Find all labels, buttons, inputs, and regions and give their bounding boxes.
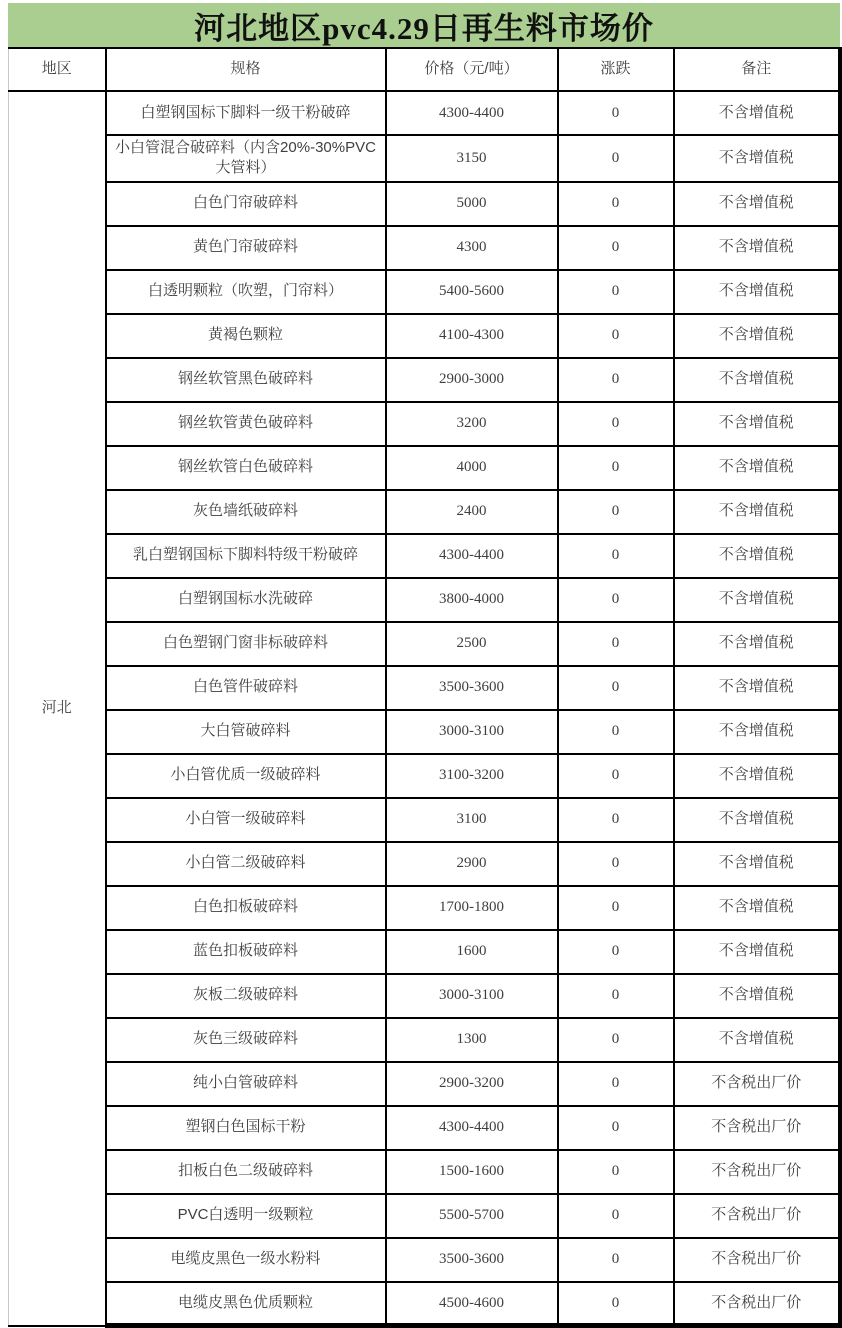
change-cell: 0 bbox=[558, 1238, 674, 1282]
table-row bbox=[9, 710, 841, 754]
table-row bbox=[9, 314, 841, 358]
price-cell: 3100-3200 bbox=[386, 754, 558, 798]
table-row bbox=[9, 534, 841, 578]
change-cell: 0 bbox=[558, 1018, 674, 1062]
note-cell: 不含增值税 bbox=[674, 226, 841, 270]
note-cell: 不含增值税 bbox=[674, 91, 841, 135]
header-price: 价格（元/吨） bbox=[386, 48, 558, 91]
note-cell: 不含增值税 bbox=[674, 622, 841, 666]
price-cell: 4100-4300 bbox=[386, 314, 558, 358]
table-row bbox=[9, 578, 841, 622]
table-row bbox=[9, 490, 841, 534]
note-cell: 不含增值税 bbox=[674, 1018, 841, 1062]
price-cell: 3100 bbox=[386, 798, 558, 842]
change-cell: 0 bbox=[558, 1062, 674, 1106]
note-cell: 不含税出厂价 bbox=[674, 1106, 841, 1150]
sheet-title: 河北地区pvc4.29日再生料市场价 bbox=[8, 3, 840, 47]
change-cell: 0 bbox=[558, 135, 674, 182]
table-row bbox=[9, 666, 841, 710]
note-cell: 不含增值税 bbox=[674, 534, 841, 578]
table-row bbox=[9, 974, 841, 1018]
price-cell: 3500-3600 bbox=[386, 1238, 558, 1282]
change-cell: 0 bbox=[558, 666, 674, 710]
table-row bbox=[9, 1062, 841, 1106]
note-cell: 不含增值税 bbox=[674, 578, 841, 622]
price-cell: 1600 bbox=[386, 930, 558, 974]
price-table bbox=[8, 47, 842, 1328]
table-row bbox=[9, 930, 841, 974]
change-cell: 0 bbox=[558, 314, 674, 358]
spec-cell: 电缆皮黑色一级水粉料 bbox=[106, 1238, 386, 1282]
change-cell: 0 bbox=[558, 710, 674, 754]
change-cell: 0 bbox=[558, 798, 674, 842]
change-cell: 0 bbox=[558, 842, 674, 886]
price-cell: 1300 bbox=[386, 1018, 558, 1062]
table-row bbox=[9, 1018, 841, 1062]
header-row bbox=[9, 48, 841, 91]
table-row bbox=[9, 446, 841, 490]
note-cell: 不含增值税 bbox=[674, 798, 841, 842]
table-row bbox=[9, 358, 841, 402]
table-row bbox=[9, 622, 841, 666]
price-cell: 4500-4600 bbox=[386, 1282, 558, 1326]
table-row bbox=[9, 270, 841, 314]
table-row bbox=[9, 91, 841, 135]
price-cell: 3000-3100 bbox=[386, 974, 558, 1018]
spec-cell: 大白管破碎料 bbox=[106, 710, 386, 754]
price-cell: 4300 bbox=[386, 226, 558, 270]
table-body bbox=[9, 91, 841, 1326]
table-row bbox=[9, 1106, 841, 1150]
spec-cell: 灰板二级破碎料 bbox=[106, 974, 386, 1018]
spec-cell: 小白管优质一级破碎料 bbox=[106, 754, 386, 798]
price-cell: 3800-4000 bbox=[386, 578, 558, 622]
note-cell: 不含税出厂价 bbox=[674, 1150, 841, 1194]
table-row bbox=[9, 798, 841, 842]
note-cell: 不含增值税 bbox=[674, 314, 841, 358]
spec-cell: 灰色三级破碎料 bbox=[106, 1018, 386, 1062]
spec-cell: 白色门帘破碎料 bbox=[106, 182, 386, 226]
region-cell: 河北 bbox=[9, 91, 106, 1326]
change-cell: 0 bbox=[558, 446, 674, 490]
change-cell: 0 bbox=[558, 1282, 674, 1326]
change-cell: 0 bbox=[558, 754, 674, 798]
change-cell: 0 bbox=[558, 974, 674, 1018]
change-cell: 0 bbox=[558, 358, 674, 402]
note-cell: 不含增值税 bbox=[674, 754, 841, 798]
note-cell: 不含增值税 bbox=[674, 710, 841, 754]
spec-cell: 白色扣板破碎料 bbox=[106, 886, 386, 930]
spec-cell: 小白管混合破碎料（内含20%-30%PVC大管料） bbox=[106, 135, 386, 182]
note-cell: 不含增值税 bbox=[674, 490, 841, 534]
header-region: 地区 bbox=[9, 48, 106, 91]
note-cell: 不含增值税 bbox=[674, 974, 841, 1018]
spec-cell: 白塑钢国标水洗破碎 bbox=[106, 578, 386, 622]
change-cell: 0 bbox=[558, 1194, 674, 1238]
price-cell: 2900 bbox=[386, 842, 558, 886]
change-cell: 0 bbox=[558, 534, 674, 578]
price-cell: 5000 bbox=[386, 182, 558, 226]
price-cell: 2400 bbox=[386, 490, 558, 534]
change-cell: 0 bbox=[558, 402, 674, 446]
change-cell: 0 bbox=[558, 490, 674, 534]
note-cell: 不含增值税 bbox=[674, 842, 841, 886]
change-cell: 0 bbox=[558, 1106, 674, 1150]
spec-cell: 白色塑钢门窗非标破碎料 bbox=[106, 622, 386, 666]
spec-cell: 扣板白色二级破碎料 bbox=[106, 1150, 386, 1194]
spec-cell: 白色管件破碎料 bbox=[106, 666, 386, 710]
table-row bbox=[9, 182, 841, 226]
note-cell: 不含增值税 bbox=[674, 402, 841, 446]
note-cell: 不含税出厂价 bbox=[674, 1194, 841, 1238]
price-cell: 4300-4400 bbox=[386, 91, 558, 135]
spec-cell: 电缆皮黑色优质颗粒 bbox=[106, 1282, 386, 1326]
price-cell: 5500-5700 bbox=[386, 1194, 558, 1238]
spec-cell: PVC白透明一级颗粒 bbox=[106, 1194, 386, 1238]
spec-cell: 钢丝软管白色破碎料 bbox=[106, 446, 386, 490]
price-cell: 3150 bbox=[386, 135, 558, 182]
change-cell: 0 bbox=[558, 930, 674, 974]
note-cell: 不含增值税 bbox=[674, 358, 841, 402]
spec-cell: 小白管二级破碎料 bbox=[106, 842, 386, 886]
note-cell: 不含增值税 bbox=[674, 182, 841, 226]
spec-cell: 小白管一级破碎料 bbox=[106, 798, 386, 842]
price-cell: 5400-5600 bbox=[386, 270, 558, 314]
price-cell: 2500 bbox=[386, 622, 558, 666]
table-row bbox=[9, 1150, 841, 1194]
table-row bbox=[9, 1238, 841, 1282]
table-row bbox=[9, 226, 841, 270]
change-cell: 0 bbox=[558, 226, 674, 270]
table-row bbox=[9, 135, 841, 182]
note-cell: 不含增值税 bbox=[674, 270, 841, 314]
price-cell: 1500-1600 bbox=[386, 1150, 558, 1194]
note-cell: 不含税出厂价 bbox=[674, 1238, 841, 1282]
spec-cell: 钢丝软管黄色破碎料 bbox=[106, 402, 386, 446]
table-row bbox=[9, 1282, 841, 1326]
table-row bbox=[9, 842, 841, 886]
note-cell: 不含增值税 bbox=[674, 666, 841, 710]
header-note: 备注 bbox=[674, 48, 841, 91]
spec-cell: 纯小白管破碎料 bbox=[106, 1062, 386, 1106]
spec-cell: 白透明颗粒（吹塑，门帘料） bbox=[106, 270, 386, 314]
change-cell: 0 bbox=[558, 91, 674, 135]
price-cell: 4300-4400 bbox=[386, 1106, 558, 1150]
price-cell: 2900-3000 bbox=[386, 358, 558, 402]
price-cell: 4000 bbox=[386, 446, 558, 490]
spec-cell: 白塑钢国标下脚料一级干粉破碎 bbox=[106, 91, 386, 135]
change-cell: 0 bbox=[558, 578, 674, 622]
change-cell: 0 bbox=[558, 182, 674, 226]
table-row bbox=[9, 402, 841, 446]
note-cell: 不含增值税 bbox=[674, 886, 841, 930]
note-cell: 不含增值税 bbox=[674, 446, 841, 490]
table-row bbox=[9, 1194, 841, 1238]
change-cell: 0 bbox=[558, 886, 674, 930]
price-cell: 2900-3200 bbox=[386, 1062, 558, 1106]
table-row bbox=[9, 886, 841, 930]
change-cell: 0 bbox=[558, 622, 674, 666]
spec-cell: 乳白塑钢国标下脚料特级干粉破碎 bbox=[106, 534, 386, 578]
change-cell: 0 bbox=[558, 270, 674, 314]
note-cell: 不含增值税 bbox=[674, 135, 841, 182]
spec-cell: 灰色墙纸破碎料 bbox=[106, 490, 386, 534]
note-cell: 不含税出厂价 bbox=[674, 1282, 841, 1326]
price-cell: 4300-4400 bbox=[386, 534, 558, 578]
header-spec: 规格 bbox=[106, 48, 386, 91]
price-cell: 3000-3100 bbox=[386, 710, 558, 754]
table-row bbox=[9, 754, 841, 798]
note-cell: 不含增值税 bbox=[674, 930, 841, 974]
header-change: 涨跌 bbox=[558, 48, 674, 91]
price-cell: 1700-1800 bbox=[386, 886, 558, 930]
spec-cell: 黄褐色颗粒 bbox=[106, 314, 386, 358]
spec-cell: 黄色门帘破碎料 bbox=[106, 226, 386, 270]
price-cell: 3200 bbox=[386, 402, 558, 446]
price-cell: 3500-3600 bbox=[386, 666, 558, 710]
spec-cell: 蓝色扣板破碎料 bbox=[106, 930, 386, 974]
note-cell: 不含税出厂价 bbox=[674, 1062, 841, 1106]
spec-cell: 塑钢白色国标干粉 bbox=[106, 1106, 386, 1150]
spec-cell: 钢丝软管黑色破碎料 bbox=[106, 358, 386, 402]
change-cell: 0 bbox=[558, 1150, 674, 1194]
